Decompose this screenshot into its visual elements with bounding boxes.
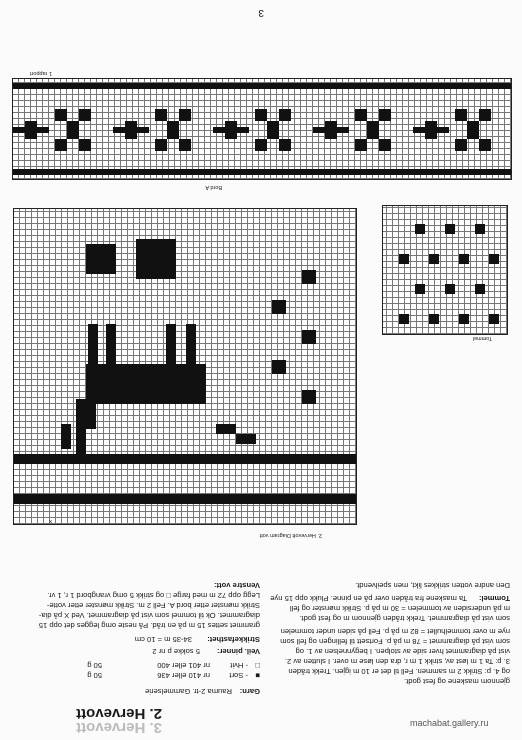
needles-heading: Veil. pinner: (216, 647, 260, 656)
thumb-line-2: som vist på diagrammet = 78 m på p. Fortsett til fellingen og fell som (280, 637, 510, 646)
needles-value: 5 sokke p nr 2 (152, 647, 200, 656)
left-line-2: Strikk mønster etter bord A. Fell 2 m. Strikk mønster etter votte- (46, 601, 260, 610)
gauge-value: 34-35 m = 10 cm (134, 635, 192, 644)
tommel-line-1: Ta maskene fra tråden over på en pinne. Plukk opp 15 nye (270, 594, 467, 603)
left-line-4: grammet settes 15 m på en tråd. På neste omg legges det opp 15 (38, 621, 260, 630)
page-title: 2. Hervevott (76, 705, 162, 722)
x-mark: x (49, 518, 52, 524)
mitten-motif (14, 209, 356, 524)
yarn-name: Rauma 2-tr. Gammelserie (145, 687, 232, 696)
watermark: machabat.gallery.ru (410, 718, 489, 728)
tommel-motif (383, 206, 507, 334)
bord-a-motif (13, 79, 511, 179)
yarn-row-white-code: nr 401 eller 400 (157, 661, 210, 670)
footer-text: Den andre votten strikkes likt, men speilvendt. (355, 581, 510, 590)
yarn-row-black-code: nr 410 eller 436 (157, 671, 210, 680)
page-number: 3 (258, 7, 264, 18)
yarn-row-white-amount: 50 g (87, 661, 102, 670)
left-line-1: Legg opp 72 m med farge □ og strikk 5 omg vrangbord 1 r, 1 vr. (47, 591, 260, 600)
yarn-row-black-symbol: ■ (255, 671, 260, 680)
yarn-heading: Garn: (239, 687, 260, 696)
tommel-heading: Tommel: (478, 594, 510, 603)
yarn-row-black-amount: 50 g (87, 671, 102, 680)
left-heading: Venstre vott: (214, 581, 260, 590)
mitten-diagram (13, 208, 357, 525)
tommel-line-2: m på undersiden av tommelen = 30 m på p. Strikk mønster og fell (289, 604, 510, 613)
thumb-line-3: vist på diagrammet hver side av stolpen. I begynnelsen av 1. og (295, 647, 510, 656)
tommel-chart (382, 205, 508, 335)
thumb-line-1: nye m over tommelhullet = 82 m på p. Fell på siden under tommelen (280, 627, 510, 636)
yarn-row-white-symbol: □ (255, 661, 260, 670)
bord-a-chart (12, 78, 512, 180)
gauge-heading: Strikkefasthet: (207, 635, 260, 644)
page-title-ghost: 3. Hervevott (76, 719, 162, 736)
tommel-label: Tommel (472, 335, 492, 341)
thumb-line-4: 3. p: Ta 1 m løst av, strikk 1 m r, dra den løse m over. I slutten av 2. (284, 657, 510, 666)
yarn-row-black-name: - Sort (229, 671, 248, 680)
left-line-3: diagrammet. Ok til tommel som vist på diagrammet. Ved X på dia- (38, 611, 260, 620)
tommel-line-3: som vist på diagrammet. Trekk tråden gjennom m og fest godt. (299, 614, 510, 623)
bord-a-label: Bord A (205, 184, 222, 190)
yarn-row-white-name: - Hvit (230, 661, 248, 670)
rapport-label: 1 rapport (29, 70, 52, 76)
diagram-label: 2. Hervevott Diagram vott (259, 532, 322, 538)
thumb-line-6: gjennom maskene og fest godt. (404, 677, 510, 686)
thumb-line-5: og 4. p: Strikk 2 m sammen. Fell til det er 10 m igjen. Trekk tråden (288, 667, 510, 676)
